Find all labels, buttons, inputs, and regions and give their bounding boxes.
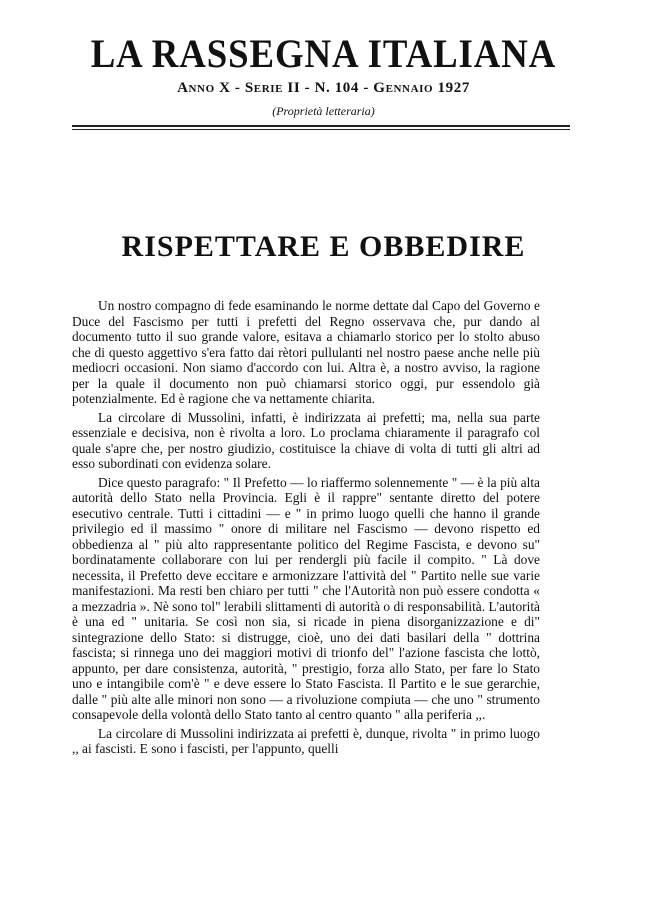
header-rule [72, 125, 570, 127]
paragraph: La circolare di Mussolini, infatti, è indirizzata ai prefetti; ma, nella sua parte essenziale e decisiva, non è rivolta a loro. Lo proclama chiaramente il paragrafo col quale s'apre che, per nostro giudizio, costituisce la chiave di volta di tutti gli altri ad esso subordinati con evidenza solare. [72, 409, 540, 471]
article-body [72, 298, 540, 760]
paragraph-quote: Dice questo paragrafo: " Il Prefetto — lo riaffermo solennemente " — è la più alta autorità dello Stato nella Provincia. Egli è il rappre" sentante diretto del potere esecutivo centrale. Tutti i cittadini — e " in primo luogo quelli che hanno il grande privilegio ed il massimo " onore di militare nel Fascismo — devono rispetto ed obbedienza al " più alto rappresentante politico del Regime Fascista, e devono su" bordinatamente collaborare con lui per rendergli più facile il compito. " Là dove necessita, il Prefetto deve eccitare e armonizzare l'attività del " Partito nelle sue varie manifestazioni. Ma resti ben chiaro per tutti " che l'Autorità non può essere condotta « a mezzadria ». Nè sono tol" lerabili slittamenti di autorità o di responsabilità. L'autorità è una ed " unitaria. Se così non sia, si ricade in piena disorganizzazione e di" sintegrazione dello Stato: si distrugge, cioè, uno dei dati basilari della " dottrina fascista; si rinnega uno dei maggiori motivi di trionfo del" l'azione fascista che lottò, appunto, per dare consistenza, autorità, " prestigio, forza allo Stato, per fare lo Stato uno e intangibile com'è " e deve essere lo Stato Fascista. Il Partito e le sue gerarchie, dalle " più alte alle minori non sono — a rivoluzione compiuta — che uno " strumento consapevole della volontà dello Stato tanto al centro quanto " alla periferia ,,. [72, 474, 540, 722]
issue-line: Anno X - Serie II - N. 104 - Gennaio 1927 [177, 80, 470, 96]
journal-title: LA RASSEGNA ITALIANA [90, 31, 557, 76]
rights-note: (Proprietà letteraria) [272, 104, 375, 118]
header-rule-thin [72, 129, 570, 130]
article-title: RISPETTARE E OBBEDIRE [121, 230, 526, 263]
paragraph: Un nostro compagno di fede esaminando le norme dettate dal Capo del Governo e Duce del Fascismo per tutti i prefetti del Regno osservava che, pur dando al documento tutto il suo grande valore, esitava a chiamarlo storico per lo stolto abuso che di questo aggettivo s'era fatto dai rètori pullulanti nel nostro paese anche nelle più mediocri occasioni. Non siamo d'accordo con lui. Altra è, a nostro avviso, la ragione per la quale il documento non può chiamarsi storico oggi, pur essendolo già potenzialmente. Ed è ragione che va nettamente chiarita. [72, 298, 540, 406]
paragraph: La circolare di Mussolini indirizzata ai prefetti è, dunque, rivolta " in primo luogo ,, ai fascisti. E sono i fascisti, per l'appunto, quelli [72, 725, 540, 756]
